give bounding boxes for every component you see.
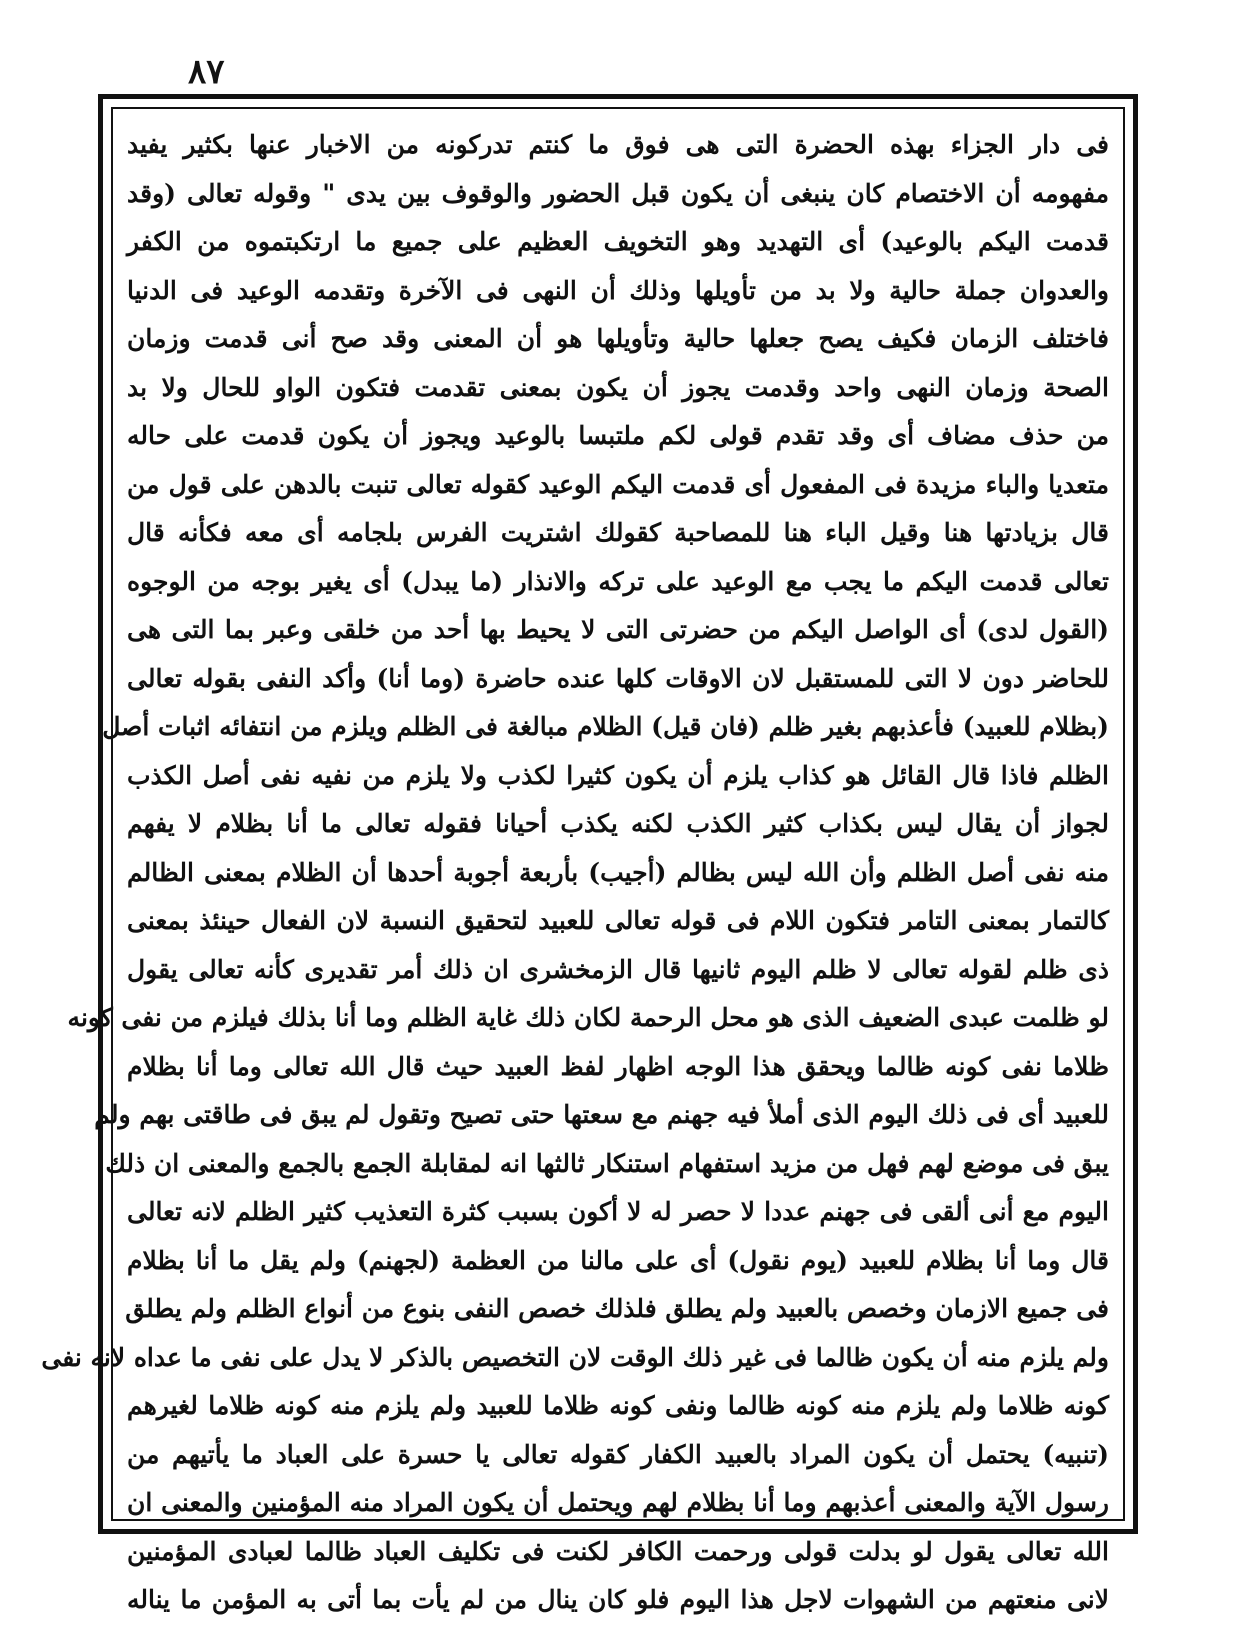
text-line: (القول لدى) أى الواصل اليكم من حضرتى التى لا يحيط بها أحد من خلقى وعبر بما التى هى (127, 615, 1109, 644)
text-line: اليوم مع أنى ألقى فى جهنم عددا لا حصر له لا أكون بسبب كثرة التعذيب كثير الظلم لانه تعالى (127, 1197, 1109, 1226)
text-line: قال وما أنا بظلام للعبيد (يوم نقول) أى على مالنا من العظمة (لجهنم) ولم يقل ما أنا بظلام (127, 1245, 1109, 1275)
page-number: ٨٧ (188, 52, 225, 92)
text-line: متعديا والباء مزيدة فى المفعول أى قدمت اليكم الوعيد كقوله تعالى تنبت بالدهن على قول من (127, 469, 1109, 499)
text-line: للحاضر دون لا التى للمستقبل لان الاوقات كلها عنده حاضرة (وما أنا) وأكد النفى بقوله تعالى (127, 663, 1109, 693)
text-line: ظلاما نفى كونه ظالما ويحقق هذا الوجه اظهار لفظ العبيد حيث قال الله تعالى وما أنا بظلام (127, 1051, 1109, 1081)
text-line: فى دار الجزاء بهذه الحضرة التى هى فوق ما كنتم تدركونه من الاخبار عنها بكثير يفيد (127, 130, 1109, 159)
text-line: لانى منعتهم من الشهوات لاجل هذا اليوم فلو كان ينال من لم يأت بما أتى به المؤمن ما يناله (127, 1585, 1109, 1614)
text-line: من حذف مضاف أى وقد تقدم قولى لكم ملتبسا بالوعيد ويجوز أن يكون قدمت على حاله (127, 421, 1109, 450)
body-text (41, 121, 1109, 1625)
text-line: منه نفى أصل الظلم وأن الله ليس بظالم (أجيب) بأربعة أجوبة أحدها أن الظلام بمعنى الظالم (127, 857, 1109, 887)
text-line: رسول الآية والمعنى أعذبهم وما أنا بظلام لهم ويحتمل أن يكون المراد منه المؤمنين والمعنى ان (127, 1488, 1109, 1517)
text-line: الله تعالى يقول لو بدلت قولى ورحمت الكافر لكنت فى تكليف العباد ظالما لعبادى المؤمنين (127, 1536, 1109, 1566)
page-frame-inner (41, 107, 1125, 1614)
text-line: والعدوان جملة حالية ولا بد من تأويلها وذلك أن النهى فى الآخرة وتقدمه الوعيد فى الدنيا (127, 275, 1109, 305)
text-line: قدمت اليكم بالوعيد) أى التهديد وهو التخويف العظيم على جميع ما ارتكبتموه من الكفر (127, 227, 1109, 256)
text-line: مفهومه أن الاختصام كان ينبغى أن يكون قبل الحضور والوقوف بين يدى " وقوله تعالى (وقد (127, 178, 1109, 208)
text-line: يبق فى موضع لهم فهل من مزيد استفهام استنكار ثالثها انه لمقابلة الجمع بالجمع والمعنى ان ذلك (105, 1148, 1109, 1178)
text-line: تعالى قدمت اليكم ما يجب مع الوعيد على تركه والانذار (ما يبدل) أى يغير بوجه من الوجوه (127, 566, 1109, 596)
text-line: لو ظلمت عبدى الضعيف الذى هو محل الرحمة لكان ذلك غاية الظلم وما أنا بذلك فيلزم من نفى كونه (67, 1003, 1109, 1032)
text-line: كالتمار بمعنى التامر فتكون اللام فى قوله تعالى للعبيد لتحقيق النسبة لان الفعال حينئذ بمعنى (127, 906, 1109, 935)
text-line: الظلم فاذا قال القائل هو كذاب يلزم أن يكون كثيرا لكذب ولا يلزم من نفيه نفى أصل الكذب (127, 760, 1109, 790)
text-line: الصحة وزمان النهى واحد وقدمت يجوز أن يكون بمعنى تقدمت فتكون الواو للحال ولا بد (127, 372, 1109, 402)
text-line: ولم يلزم منه أن يكون ظالما فى غير ذلك الوقت لان التخصيص بالذكر لا يدل على نفى ما عداه لانه نفى (41, 1342, 1109, 1372)
text-line: فى جميع الازمان وخصص بالعبيد ولم يطلق فلذلك خصص النفى بنوع من أنواع الظلم ولم يطلق (125, 1294, 1109, 1323)
text-line: (بظلام للعبيد) فأعذبهم بغير ظلم (فان قيل) الظلام مبالغة فى الظلم ويلزم من انتفائه اثبات أصل (102, 712, 1109, 741)
text-line: كونه ظلاما ولم يلزم منه كونه ظالما ونفى كونه ظلاما للعبيد ولم يلزم منه كونه ظلاما لغيرهم (127, 1391, 1109, 1420)
text-line: فاختلف الزمان فكيف يصح جعلها حالية وتأويلها هو أن المعنى وقد صح أنى قدمت وزمان (127, 324, 1109, 353)
page-frame (41, 94, 1138, 1614)
text-line: للعبيد أى فى ذلك اليوم الذى أملأ فيه جهنم مع سعتها حتى تصيح وتقول لم يبق فى طاقتى بهم ولم (94, 1100, 1109, 1129)
text-line: لجواز أن يقال ليس بكذاب كثير الكذب لكنه يكذب أحيانا فقوله تعالى ما أنا بظلام لا يفهم (127, 809, 1109, 838)
text-line: ذى ظلم لقوله تعالى لا ظلم اليوم ثانيها قال الزمخشرى ان ذلك أمر تقديرى كأنه تعالى يقول (127, 954, 1109, 984)
text-line: قال بزيادتها هنا وقيل الباء هنا للمصاحبة كقولك اشتريت الفرس بلجامه أى معه فكأنه قال (127, 518, 1109, 547)
text-line: (تنبيه) يحتمل أن يكون المراد بالعبيد الكفار كقوله تعالى يا حسرة على العباد ما يأتيهم من (127, 1439, 1109, 1469)
